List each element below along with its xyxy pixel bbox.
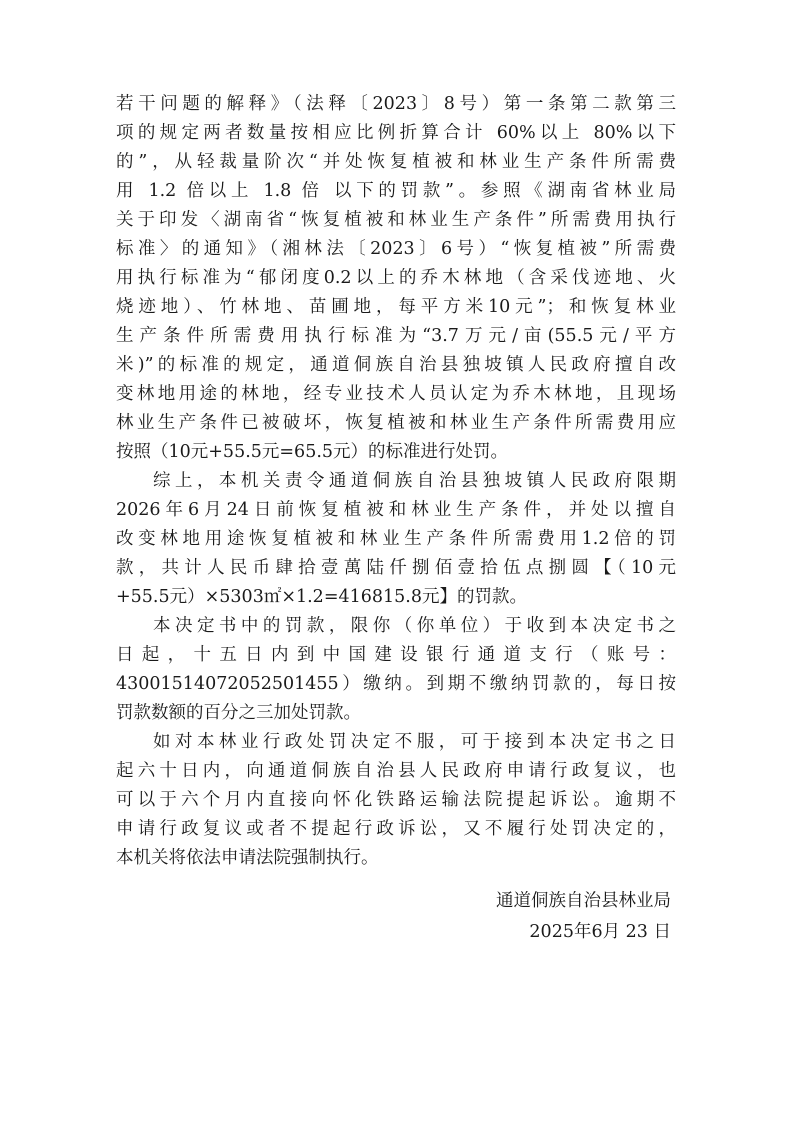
text-line: 按照（10元+55.5元=65.5元）的标准进行处罚。 (116, 442, 509, 462)
text-line: 的”，从轻裁量阶次“并处恢复植被和林业生产条件所需费 (116, 152, 676, 172)
text-line: 起六十日内，向通道侗族自治县人民政府申请行政复议，也 (116, 761, 676, 781)
signature-organization: 通道侗族自治县林业局 (496, 891, 671, 911)
paragraph-legal-basis (116, 90, 676, 467)
text-line: 项的规定两者数量按相应比例折算合计 60%以上 80%以下 (116, 123, 676, 143)
text-line: 可以于六个月内直接向怀化铁路运输法院提起诉讼。逾期不 (116, 790, 676, 810)
text-line: 罚款数额的百分之三加处罚款。 (116, 703, 361, 723)
text-line: 2026年6月24日前恢复植被和林业生产条件，并处以擅自 (116, 500, 676, 520)
signature-date: 2025年6月 23 日 (529, 922, 671, 942)
text-line: 本决定书中的罚款，限你（你单位）于收到本决定书之 (153, 616, 676, 636)
text-line: 综上，本机关责令通道侗族自治县独坡镇人民政府限期 (153, 471, 676, 491)
text-line: 若干问题的解释》（法释〔2023〕8号）第一条第二款第三 (116, 94, 676, 114)
text-line: 用 1.2 倍以上 1.8 倍 以下的罚款”。参照《湖南省林业局 (116, 181, 676, 201)
text-line: 生产条件所需费用执行标准为“3.7万元/亩(55.5元/平方 (116, 326, 676, 346)
text-line: 标准〉的通知》（湘林法〔2023〕6号）“恢复植被”所需费 (116, 239, 676, 259)
text-line: +55.5元）×5303㎡×1.2=416815.8元】的罚款。 (116, 587, 527, 607)
document-body (116, 90, 676, 873)
text-line: 米)”的标准的规定，通道侗族自治县独坡镇人民政府擅自改 (116, 355, 676, 375)
text-line: 烧迹地）、竹林地、苗圃地，每平方米10元”；和恢复林业 (116, 297, 676, 317)
text-line: 林业生产条件已被破坏，恢复植被和林业生产条件所需费用应 (116, 413, 676, 433)
text-line: 如对本林业行政处罚决定不服，可于接到本决定书之日 (153, 732, 676, 752)
paragraph-payment (116, 612, 676, 728)
text-line: 关于印发〈湖南省“恢复植被和林业生产条件”所需费用执行 (116, 210, 676, 230)
text-line: 款，共计人民币肆拾壹萬陆仟捌佰壹拾伍点捌圆【（10元 (116, 558, 676, 578)
text-line: 43001514072052501455）缴纳。到期不缴纳罚款的，每日按 (116, 674, 676, 694)
text-line: 用执行标准为“郁闭度0.2以上的乔木林地（含采伐迹地、火 (116, 268, 676, 288)
paragraph-decision (116, 467, 676, 612)
text-line: 本机关将依法申请法院强制执行。 (116, 848, 379, 868)
text-line: 日起，十五日内到中国建设银行通道支行（账号： (116, 645, 676, 665)
text-line: 改变林地用途恢复植被和林业生产条件所需费用1.2倍的罚 (116, 529, 676, 549)
paragraph-appeal (116, 728, 676, 873)
text-line: 变林地用途的林地，经专业技术人员认定为乔木林地，且现场 (116, 384, 676, 404)
text-line: 申请行政复议或者不提起行政诉讼，又不履行处罚决定的， (116, 819, 676, 839)
